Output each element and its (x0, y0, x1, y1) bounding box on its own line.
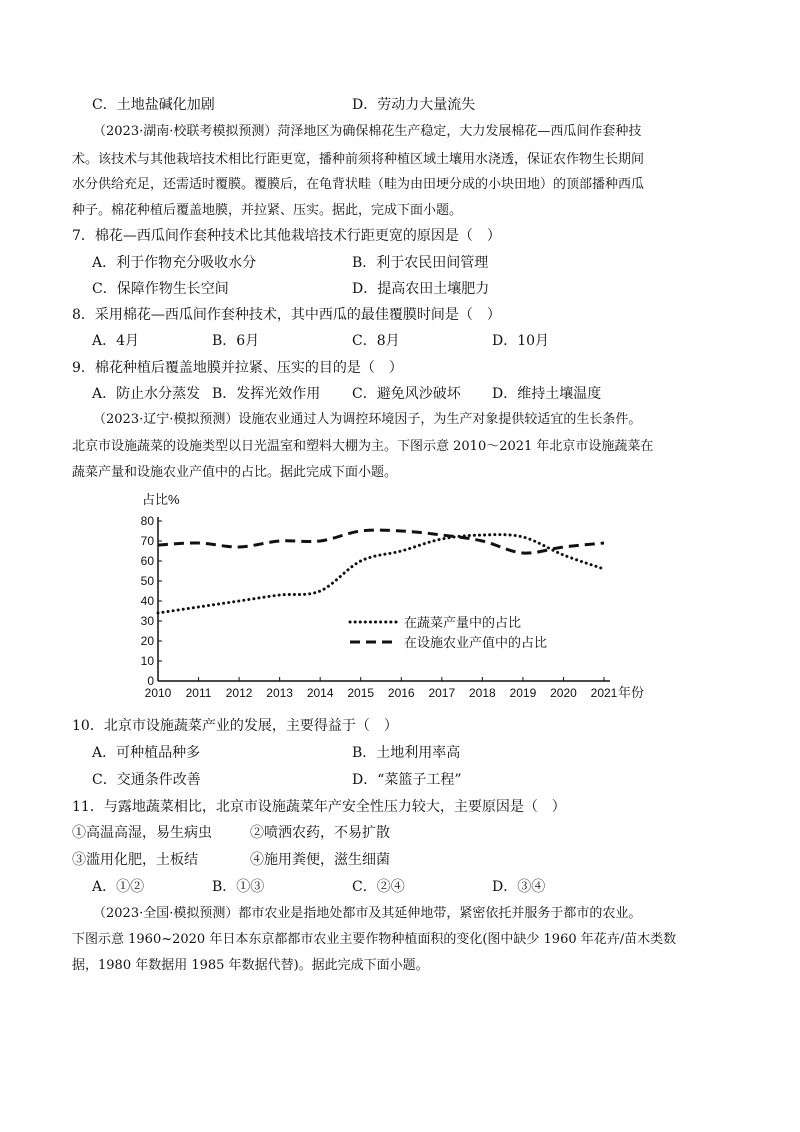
x-axis-label: 年份 (618, 685, 645, 700)
q7-option-c: C．保障作物生长空间 (92, 281, 229, 297)
x-tick-label: 2020 (550, 686, 577, 700)
q11-statement-3: ③滥用化肥，土板结 (72, 852, 198, 868)
x-tick-label: 2018 (469, 686, 496, 700)
q9-option-a: A．防止水分蒸发 (92, 386, 201, 402)
q7-option-d: D．提高农田土壤肥力 (352, 281, 490, 297)
q9-stem: 9．棉花种植后覆盖地膜并拉紧、压实的目的是（ ） (72, 360, 403, 376)
chart-legend (350, 615, 547, 650)
passage1-line1: （2023·湖南·校联考模拟预测）菏泽地区为确保棉花生产稳定，大力发展棉花—西瓜间作套种技 (93, 124, 642, 139)
line-chart (138, 488, 658, 706)
x-tick-label: 2019 (509, 686, 537, 700)
passage1-line3: 水分供给充足，还需适时覆膜。覆膜后，在龟背状畦（畦为由田埂分成的小块田地）的顶部播种西瓜 (72, 177, 645, 192)
q11-statement-4: ④施用粪便，滋生细菌 (250, 852, 390, 868)
y-axis-label: 占比% (142, 492, 180, 507)
q11-statement-1: ①高温高湿，易生病虫 (72, 825, 212, 841)
q10-option-b: B．土地利用率高 (352, 745, 461, 761)
x-tick-label: 2015 (347, 686, 375, 700)
x-tick-label: 2016 (387, 686, 415, 700)
y-tick-label: 10 (140, 654, 154, 668)
q6-option-d: D．劳动力大量流失 (352, 97, 476, 113)
y-tick-label: 0 (147, 674, 154, 688)
q9-option-d: D．维持土壤温度 (492, 386, 602, 402)
q7-option-b: B．利于农民田间管理 (352, 255, 489, 271)
q7-option-a: A．利于作物充分吸收水分 (92, 255, 257, 271)
passage3-line1: （2023·全国·模拟预测）都市农业是指地处都市及其延伸地带，紧密依托并服务于都市的农业。 (93, 906, 642, 921)
q11-option-a: A．①② (92, 879, 145, 895)
q8-option-d: D．10月 (492, 333, 550, 349)
q6-option-c: C．土地盐碱化加剧 (92, 97, 215, 113)
passage1-line4: 种子。棉花种植后覆盖地膜，并拉紧、压实。据此，完成下面小题。 (72, 203, 463, 218)
q11-statement-2: ②喷洒农药，不易扩散 (250, 825, 390, 841)
q11-option-d: D．③④ (492, 879, 546, 895)
q10-option-d: D．“菜篮子工程” (352, 772, 462, 788)
series-line-2 (158, 530, 604, 553)
passage2-line1: （2023·辽宁·模拟预测）设施农业通过人为调控环境因子，为生产对象提供较适宜的生长条件。 (93, 412, 642, 427)
q10-stem: 10．北京市设施蔬菜产业的发展，主要得益于（ ） (72, 718, 398, 734)
q7-stem: 7．棉花—西瓜间作套种技术比其他栽培技术行距更宽的原因是（ ） (72, 228, 501, 244)
x-tick-label: 2011 (185, 686, 212, 700)
passage3-line2: 下图示意 1960~2020 年日本东京都都市农业主要作物种植面积的变化(图中缺少 1960 年花卉/苗木类数 (72, 932, 677, 947)
x-tick-label: 2014 (306, 686, 334, 700)
q10-option-a: A．可种植品种多 (92, 745, 201, 761)
x-tick-label: 2013 (266, 686, 293, 700)
legend-label-2: 在设施农业产值中的占比 (404, 635, 548, 650)
q11-stem: 11．与露地蔬菜相比，北京市设施蔬菜年产安全性压力较大，主要原因是（ ） (72, 799, 566, 815)
passage2-line3: 蔬菜产量和设施农业产值中的占比。据此完成下面小题。 (72, 465, 398, 480)
q9-option-c: C．避免风沙破坏 (352, 386, 461, 402)
y-tick-label: 60 (140, 554, 154, 568)
chart-axes (141, 492, 644, 700)
y-tick-label: 40 (140, 594, 154, 608)
q10-option-c: C．交通条件改善 (92, 772, 201, 788)
x-tick-label: 2021 (590, 686, 618, 700)
x-tick-label: 2010 (144, 686, 172, 700)
x-tick-label: 2012 (225, 686, 253, 700)
y-tick-label: 50 (140, 574, 154, 588)
y-tick-label: 80 (140, 514, 154, 528)
chart-series (158, 530, 604, 613)
legend-label-1: 在蔬菜产量中的占比 (404, 615, 522, 630)
y-tick-label: 70 (140, 534, 154, 548)
y-tick-label: 20 (140, 634, 154, 648)
q8-option-a: A．4月 (92, 333, 140, 349)
passage1-line2: 术。该技术与其他栽培技术相比行距更宽，播种前须将种植区域土壤用水浇透，保证农作物生长期间 (72, 152, 645, 167)
y-tick-label: 30 (140, 614, 154, 628)
q8-option-c: C．8月 (352, 333, 400, 349)
q11-option-b: B．①③ (212, 879, 265, 895)
passage2-line2: 北京市设施蔬菜的设施类型以日光温室和塑料大棚为主。下图示意 2010～2021 年北京市设施蔬菜在 (72, 439, 654, 454)
q9-option-b: B．发挥光效作用 (212, 386, 321, 402)
q8-option-b: B．6月 (212, 333, 260, 349)
q11-option-c: C．②④ (352, 879, 405, 895)
x-tick-label: 2017 (428, 686, 456, 700)
q8-stem: 8．采用棉花—西瓜间作套种技术，其中西瓜的最佳覆膜时间是（ ） (72, 307, 501, 323)
passage3-line3: 据，1980 年数据用 1985 年数据代替)。据此完成下面小题。 (72, 958, 429, 973)
